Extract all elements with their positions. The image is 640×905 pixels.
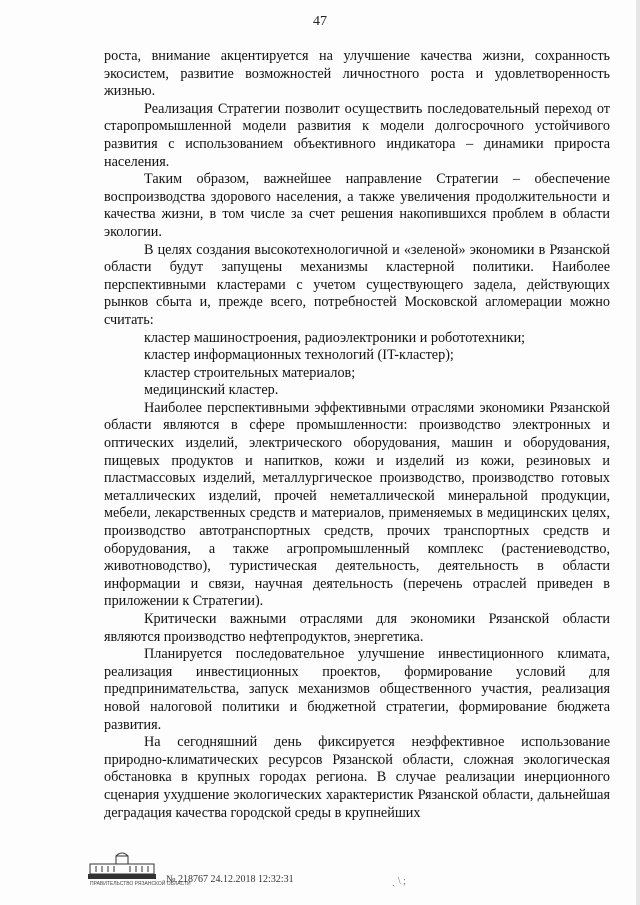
building-logo-icon: [86, 850, 158, 880]
paragraph: Таким образом, важнейшее направление Стратегии – обеспечение воспроизводства здорового населения, а также увеличения продолжительности и качества жизни, в том числе за счет решения накопившихся проблем в области экологии.: [104, 171, 610, 240]
paragraph: Планируется последовательное улучшение инвестиционного климата, реализация инвестиционных проектов, формирование условий для предпринимательства, запуск механизмов общественного участия, реализация новой налоговой политики и бюджетной стратегии, формирование бюджета развития.: [104, 646, 610, 733]
cluster-list-item: кластер строительных материалов;: [144, 364, 356, 381]
scan-edge: [636, 0, 640, 905]
paragraph: Критически важными отраслями для экономики Рязанской области являются производство нефтепродуктов, энергетика.: [104, 611, 610, 645]
cluster-list-item: медицинский кластер.: [144, 382, 279, 399]
document-body: [104, 48, 610, 822]
government-logo: [86, 850, 158, 885]
scan-marks: ˎ \ ;: [392, 876, 406, 887]
logo-caption: ПРАВИТЕЛЬСТВО РЯЗАНСКОЙ ОБЛАСТИ: [90, 881, 191, 887]
paragraph: В целях создания высокотехнологичной и «зеленой» экономики в Рязанской области будут запущены механизмы кластерной политики. Наиболее перспективными кластерами с учетом существующего задела, действующих рынков сбыта и, прежде всего, потребностей Московской агломерации можно считать:: [104, 241, 610, 328]
paragraph: На сегодняшний день фиксируется неэффективное использование природно-климатических ресурсов Рязанской области, сложная экологическая обстановка в крупных городах региона. В случае реализации инерционного сценария ухудшение экологических характеристик Рязанской области, дальнейшая деградация качества городской среды в крупнейших: [104, 734, 610, 821]
cluster-list-item: кластер машиностроения, радиоэлектроники и робототехники;: [144, 329, 526, 346]
document-stamp: № 218767 24.12.2018 12:32:31: [166, 874, 294, 885]
paragraph: Реализация Стратегии позволит осуществить последовательный переход от старопромышленной модели развития к модели долгосрочного устойчивого развития с использованием объективного индикатора – динамики прироста населения.: [104, 100, 610, 170]
page-number: 47: [313, 14, 327, 29]
cluster-list-item: кластер информационных технологий (IT-кластер);: [144, 347, 454, 364]
paragraph: роста, внимание акцентируется на улучшение качества жизни, сохранность экосистем, развитие возможностей личностного роста и удовлетворенность жизнью.: [104, 48, 610, 100]
paragraph: Наиболее перспективными эффективными отраслями экономики Рязанской области являются в сфере промышленности: производство электронных и оптических изделий, электрического оборудования, машин и оборудования, пищевых продуктов и напитков, кожи и изделий из кожи, резиновых и пластмассовых изделий, металлургическое производство, производство готовых металлических изделий, прочей неметаллической минеральной продукции, мебели, лекарственных средств и материалов, применяемых в медицинских целях, производство автотранспортных средств, прочих транспортных средств и оборудования, а также агропромышленный комплекс (растениеводство, животноводство), туристическая деятельность, деятельность в области информации и связи, научная деятельность (перечень отраслей приведен в приложении к Стратегии).: [104, 399, 610, 610]
